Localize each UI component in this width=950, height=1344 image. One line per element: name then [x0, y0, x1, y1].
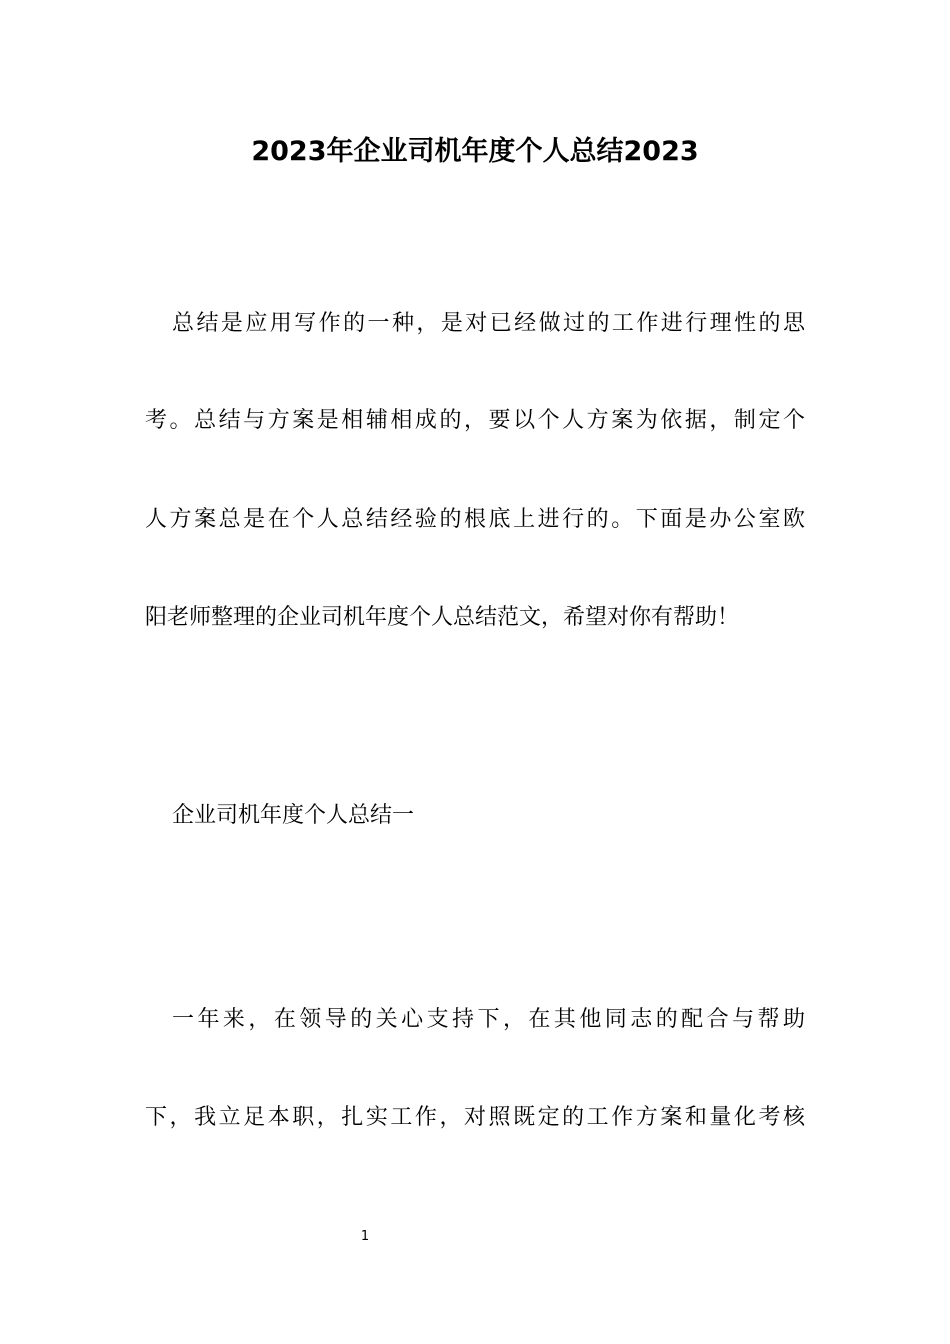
document-title: 2023年企业司机年度个人总结2023: [251, 136, 699, 167]
section-heading: 企业司机年度个人总结一: [172, 803, 415, 828]
intro-line-3: 人方案总是在个人总结经验的根底上进行的。下面是办公室欧: [145, 507, 805, 532]
intro-line-1: 总结是应用写作的一种，是对已经做过的工作进行理性的思: [172, 311, 805, 336]
body-line-1: 一年来，在领导的关心支持下，在其他同志的配合与帮助: [172, 1007, 805, 1032]
page-number: 1: [360, 1229, 370, 1244]
intro-line-4: 阳老师整理的企业司机年度个人总结范文，希望对你有帮助！: [145, 605, 740, 630]
intro-line-2: 考。总结与方案是相辅相成的，要以个人方案为依据，制定个: [145, 408, 805, 433]
body-line-2: 下，我立足本职，扎实工作，对照既定的工作方案和量化考核: [145, 1105, 805, 1130]
